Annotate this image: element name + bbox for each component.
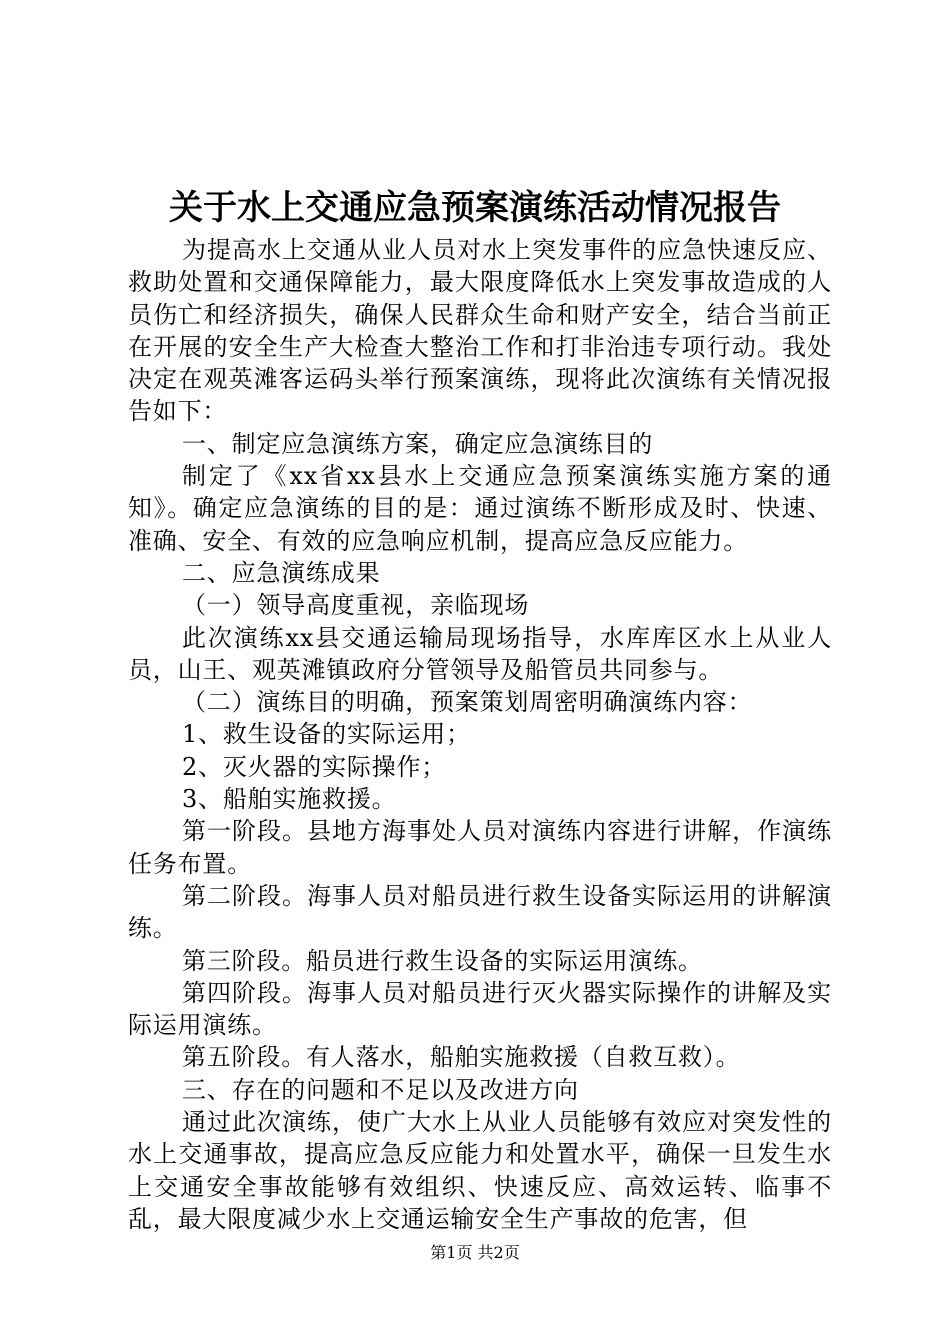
list-item-1: 1、救生设备的实际运用；	[182, 720, 471, 749]
section-heading-1: 一、制定应急演练方案，确定应急演练目的	[182, 429, 654, 458]
section-heading-3: 三、存在的问题和不足以及改进方向	[182, 1075, 579, 1104]
paragraph-intro: 为提高水上交通从业人员对水上突发事件的应急快速反应、救助处置和交通保障能力，最大限度降低水上突发事故造成的人员伤亡和经济损失，确保人民群众生命和财产安全，结合当前正在开展的安全生产大检查大整治工作和打非治违专项行动。我处决定在观英滩客运码头举行预案演练，现将此次演练有关情况报告如下：	[128, 236, 832, 426]
document-title: 关于水上交通应急预案演练活动情况报告	[169, 188, 781, 228]
list-item-2: 2、灭火器的实际操作；	[182, 752, 447, 781]
subsection-heading-2: （二）演练目的明确，预案策划周密明确演练内容：	[182, 688, 753, 717]
subsection-heading-1: （一）领导高度重视，亲临现场	[182, 591, 530, 620]
stage-4: 第四阶段。海事人员对船员进行灭火器实际操作的讲解及实际运用演练。	[128, 978, 832, 1040]
stage-1: 第一阶段。县地方海事处人员对演练内容进行讲解，作演练任务布置。	[128, 817, 832, 878]
stage-5: 第五阶段。有人落水，船舶实施救援（自救互救）。	[182, 1043, 741, 1072]
document-body	[128, 234, 832, 1235]
paragraph-plan: 制定了《xx省xx县水上交通应急预案演练实施方案的通知》。确定应急演练的目的是：通过演练不断形成及时、快速、准确、安全、有效的应急响应机制，提高应急反应能力。	[128, 462, 832, 555]
stage-3: 第三阶段。船员进行救生设备的实际运用演练。	[182, 946, 703, 975]
paragraph-summary: 通过此次演练，使广大水上从业人员能够有效应对突发性的水上交通事故，提高应急反应能力和处置水平，确保一旦发生水上交通安全事故能够有效组织、快速反应、高效运转、临事不乱，最大限度减少水上交通运输安全生产事故的危害，但	[128, 1108, 832, 1233]
stage-2: 第二阶段。海事人员对船员进行救生设备实际运用的讲解演练。	[128, 881, 832, 943]
list-item-3: 3、船舶实施救援。	[182, 785, 397, 814]
page-footer: 第1页 共2页	[430, 1243, 520, 1262]
paragraph-participants: 此次演练xx县交通运输局现场指导，水库库区水上从业人员，山王、观英滩镇政府分管领导及船管员共同参与。	[128, 623, 832, 684]
section-heading-2: 二、应急演练成果	[182, 558, 381, 587]
